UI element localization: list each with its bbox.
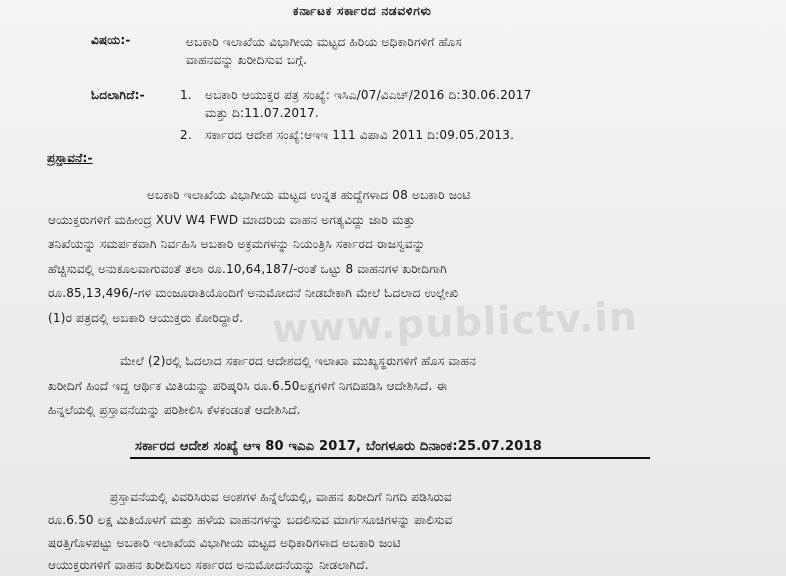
references-label: ಓದಲಾಗಿದೆ:- — [91, 88, 145, 102]
subject-label: ವಿಷಯ:- — [91, 33, 131, 47]
para1-line-5: ರೂ.85,13,496/-ಗಳ ಮಂಜೂರಾತಿಯೊಂದಿಗೆ ಅನುಮೋದನೆ ನೀಡಬೇಕಾಗಿ ಮೇಲೆ ಓದಲಾದ ಉಲ್ಲೇಖಿ — [48, 286, 459, 300]
reference-2-line-1: ಸರ್ಕಾರದ ಆದೇಶ ಸಂಖ್ಯೆ:ಆಇಇ 111 ವಿಪಾವಿ 2011 ದಿ:09.05.2013. — [205, 128, 515, 142]
page-header: ಕರ್ನಾಟಕ ಸರ್ಕಾರದ ನಡವಳಿಗಳು — [293, 4, 432, 18]
para3-line-2: ರೂ.6.50 ಲಕ್ಷ ಮಿತಿಯೊಳಗೆ ಮತ್ತು ಹಳೆಯ ವಾಹನಗಳನ್ನು ಬದಲಿಸುವ ಮಾರ್ಗಸೂಚಿಗಳನ್ನು ಪಾಲಿಸುವ — [48, 513, 453, 527]
preamble-label: ಪ್ರಸ್ತಾವನೆ:- — [47, 151, 93, 165]
subject-line-2: ವಾಹನವನ್ನು ಖರೀದಿಸುವ ಬಗ್ಗೆ. — [186, 53, 308, 67]
para2-line-2: ಖರೀದಿಗೆ ಹಿಂದೆ ಇದ್ದ ಆರ್ಥಿಕ ಮಿತಿಯನ್ನು ಪರಿಷ್ಕರಿಸಿ ರೂ.6.50ಲಕ್ಷಗಳಿಗೆ ನಿಗದಿಪಡಿಸಿ ಆದೇಶಿಸಿದೆ. ಈ — [48, 379, 448, 393]
reference-2-number: 2. — [180, 128, 192, 142]
para2-line-1: ಮೇಲೆ (2)ರಲ್ಲಿ ಓದಲಾದ ಸರ್ಕಾರದ ಆದೇಶದಲ್ಲಿ ಇಲಾಖಾ ಮುಖ್ಯಸ್ಥರುಗಳಿಗೆ ಹೊಸ ವಾಹನ — [120, 354, 476, 368]
para1-line-6: (1)ರ ಪತ್ರದಲ್ಲಿ ಅಬಕಾರಿ ಆಯುಕ್ತರು ಕೋರಿದ್ದಾರೆ. — [48, 311, 244, 325]
reference-1-number: 1. — [180, 88, 192, 102]
para1-line-2: ಆಯುಕ್ತರುಗಳಿಗೆ ಮಹೀಂದ್ರ XUV W4 FWD ಮಾದರಿಯ ವಾಹನ ಅಗತ್ಯವಿದ್ದು ಜಾರಿ ಮತ್ತು — [48, 213, 416, 227]
order-heading: ಸರ್ಕಾರದ ಆದೇಶ ಸಂಖ್ಯೆ ಆಇ 80 ಇಎಎ 2017, ಬೆಂಗಳೂರು ದಿನಾಂಕ:25.07.2018 — [135, 439, 542, 454]
para3-line-1: ಪ್ರಸ್ತಾವನೆಯಲ್ಲಿ ವಿವರಿಸಿರುವ ಅಂಶಗಳ ಹಿನ್ನೆಲೆಯಲ್ಲಿ, ವಾಹನ ಖರೀದಿಗೆ ನಿಗದಿ ಪಡಿಸಿರುವ — [110, 490, 452, 504]
reference-1-line-1: ಅಬಕಾರಿ ಆಯುಕ್ತರ ಪತ್ರ ಸಂಖ್ಯೆ: ಇಸಿಎ/07/ವಿಎಚ್/2016 ದಿ:30.06.2017 — [205, 88, 532, 102]
publictv-watermark: www.publictv.in — [271, 294, 639, 353]
reference-1-line-2: ಮತ್ತು ದಿ:11.07.2017. — [205, 106, 319, 120]
para3-line-3: ಷರತ್ತಿಗೊಳಪಟ್ಟು ಅಬಕಾರಿ ಇಲಾಖೆಯ ವಿಭಾಗೀಯ ಮಟ್ಟದ ಅಧಿಕಾರಿಗಳಾದ ಅಬಕಾರಿ ಜಂಟಿ — [48, 536, 401, 550]
para2-line-3: ಹಿನ್ನಲೆಯಲ್ಲಿ ಪ್ರಸ್ತಾವನೆಯನ್ನು ಪರಿಶೀಲಿಸಿ ಕೆಳಕಂಡಂತೆ ಆದೇಶಿಸಿದೆ. — [48, 403, 301, 417]
order-heading-underline — [130, 457, 650, 459]
para1-line-1: ಅಬಕಾರಿ ಇಲಾಖೆಯ ವಿಭಾಗೀಯ ಮಟ್ಟದ ಉನ್ನತ ಹುದ್ದೆಗಳಾದ 08 ಅಬಕಾರಿ ಜಂಟಿ — [147, 188, 471, 202]
para1-line-3: ತನಿಖೆಯನ್ನು ಸಮರ್ಪಕವಾಗಿ ನಿರ್ವಹಿಸಿ ಅಬಕಾರಿ ಅಕ್ರಮಗಳನ್ನು ನಿಯಂತ್ರಿಸಿ ಸರ್ಕಾರದ ರಾಜಸ್ವವನ್ನು — [48, 237, 426, 251]
para1-line-4: ಹೆಚ್ಚಿಸುವಲ್ಲಿ ಅನುಕೂಲವಾಗುವಂತೆ ತಲಾ ರೂ.10,64,187/-ರಂತೆ ಒಟ್ಟು 8 ವಾಹನಗಳ ಖರೀದಿಗಾಗಿ — [48, 262, 447, 276]
para3-line-4: ಆಯುಕ್ತರುಗಳಿಗೆ ವಾಹನ ಖರೀದಿಸಲು ಸರ್ಕಾರದ ಅನುಮೋದನೆಯನ್ನು ನೀಡಲಾಗಿದೆ. — [48, 558, 369, 572]
subject-line-1: ಅಬಕಾರಿ ಇಲಾಖೆಯ ವಿಭಾಗೀಯ ಮಟ್ಟದ ಹಿರಿಯ ಅಧಿಕಾರಿಗಳಿಗೆ ಹೊಸ — [186, 35, 462, 49]
